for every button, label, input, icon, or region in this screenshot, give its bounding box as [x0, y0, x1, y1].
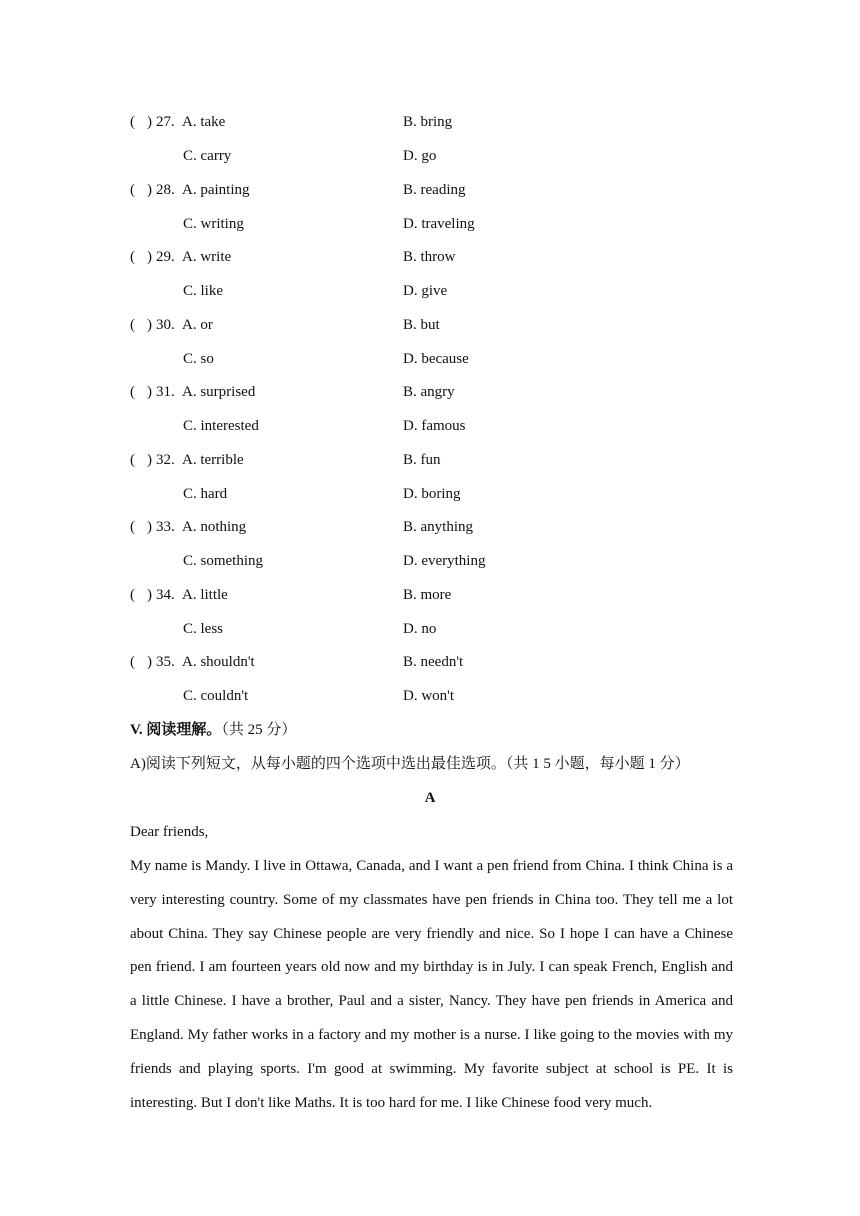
- answer-blank[interactable]: ( ): [130, 114, 152, 130]
- option-c: C. hard: [183, 486, 228, 502]
- question-number: 29.: [156, 249, 175, 265]
- answer-blank[interactable]: ( ): [130, 317, 152, 333]
- answer-blank[interactable]: ( ): [130, 654, 152, 670]
- letter-greeting: Dear friends,: [130, 824, 209, 840]
- question-number: 28.: [156, 182, 175, 198]
- option-d: D. traveling: [403, 216, 475, 232]
- question-number: 33.: [156, 519, 175, 535]
- option-a: A. take: [182, 114, 226, 130]
- letter-body: My name is Mandy. I live in Ottawa, Canada, and I want a pen friend from China. I think China is a very interesting country. Some of my classmates have pen friends in China too. They tell me a lot about China. They say Chinese people are very friendly and nice. So I hope I can have a Chinese pen friend. I am fourteen years old now and my birthday is in July. I can speak French, English and a little Chinese. I have a brother, Paul and a sister, Nancy. They have pen friends in America and England. My father works in a factory and my mother is a nurse. I like going to the movies with my friends and playing sports. I'm good at swimming. My favorite subject at school is PE. It is interesting. But I don't like Maths. It is too hard for me. I like Chinese food very much.: [130, 858, 733, 1111]
- question-35: [130, 652, 750, 672]
- option-a: A. write: [182, 249, 232, 265]
- option-c: C. couldn't: [183, 688, 249, 704]
- option-b: B. needn't: [403, 654, 464, 670]
- answer-blank[interactable]: ( ): [130, 249, 152, 265]
- option-a: A. nothing: [182, 519, 247, 535]
- option-b: B. reading: [403, 182, 466, 198]
- option-b: B. bring: [403, 114, 453, 130]
- option-c: C. something: [183, 553, 264, 569]
- option-d: D. because: [403, 351, 469, 367]
- answer-blank[interactable]: ( ): [130, 519, 152, 535]
- question-28-options-cd: [130, 214, 750, 234]
- option-b: B. but: [403, 317, 440, 333]
- option-a: A. painting: [182, 182, 250, 198]
- option-b: B. more: [403, 587, 452, 603]
- section-instruction: A)阅读下列短文，从每小题的四个选项中选出最佳选项。（共 1 5 小题，每小题 1 分）: [130, 756, 690, 772]
- option-d: D. no: [403, 621, 437, 637]
- option-b: B. throw: [403, 249, 456, 265]
- question-28: [130, 180, 750, 200]
- question-number: 34.: [156, 587, 175, 603]
- answer-blank[interactable]: ( ): [130, 587, 152, 603]
- question-33: [130, 517, 750, 537]
- question-33-options-cd: [130, 551, 750, 571]
- question-number: 31.: [156, 384, 175, 400]
- question-number: 35.: [156, 654, 175, 670]
- option-b: B. fun: [403, 452, 441, 468]
- question-34: [130, 585, 750, 605]
- question-number: 32.: [156, 452, 175, 468]
- answer-blank[interactable]: ( ): [130, 182, 152, 198]
- question-29-options-cd: [130, 281, 750, 301]
- option-c: C. writing: [183, 216, 244, 232]
- question-30-options-cd: [130, 349, 750, 369]
- section-heading-title: V. 阅读理解。: [130, 722, 222, 738]
- option-b: B. angry: [403, 384, 455, 400]
- passage-title: A: [424, 790, 436, 806]
- option-b: B. anything: [403, 519, 473, 535]
- question-31-options-cd: [130, 416, 750, 436]
- option-c: C. so: [183, 351, 214, 367]
- question-31: [130, 382, 750, 402]
- question-29: [130, 247, 750, 267]
- option-a: A. or: [182, 317, 213, 333]
- option-a: A. shouldn't: [182, 654, 255, 670]
- option-a: A. terrible: [182, 452, 244, 468]
- question-32-options-cd: [130, 484, 750, 504]
- option-a: A. little: [182, 587, 228, 603]
- option-a: A. surprised: [182, 384, 256, 400]
- question-35-options-cd: [130, 686, 750, 706]
- option-d: D. won't: [403, 688, 455, 704]
- option-d: D. boring: [403, 486, 461, 502]
- option-c: C. interested: [183, 418, 259, 434]
- question-34-options-cd: [130, 619, 750, 639]
- option-c: C. carry: [183, 148, 232, 164]
- option-c: C. less: [183, 621, 224, 637]
- question-number: 30.: [156, 317, 175, 333]
- question-27-options-cd: [130, 146, 750, 166]
- answer-blank[interactable]: ( ): [130, 384, 152, 400]
- question-32: [130, 450, 750, 470]
- option-d: D. give: [403, 283, 448, 299]
- question-27: [130, 112, 750, 132]
- question-number: 27.: [156, 114, 175, 130]
- option-d: D. famous: [403, 418, 466, 434]
- option-d: D. everything: [403, 553, 486, 569]
- section-points: （共 25 分）: [221, 722, 297, 738]
- section-heading: [130, 720, 296, 740]
- answer-blank[interactable]: ( ): [130, 452, 152, 468]
- option-d: D. go: [403, 148, 437, 164]
- question-30: [130, 315, 750, 335]
- option-c: C. like: [183, 283, 223, 299]
